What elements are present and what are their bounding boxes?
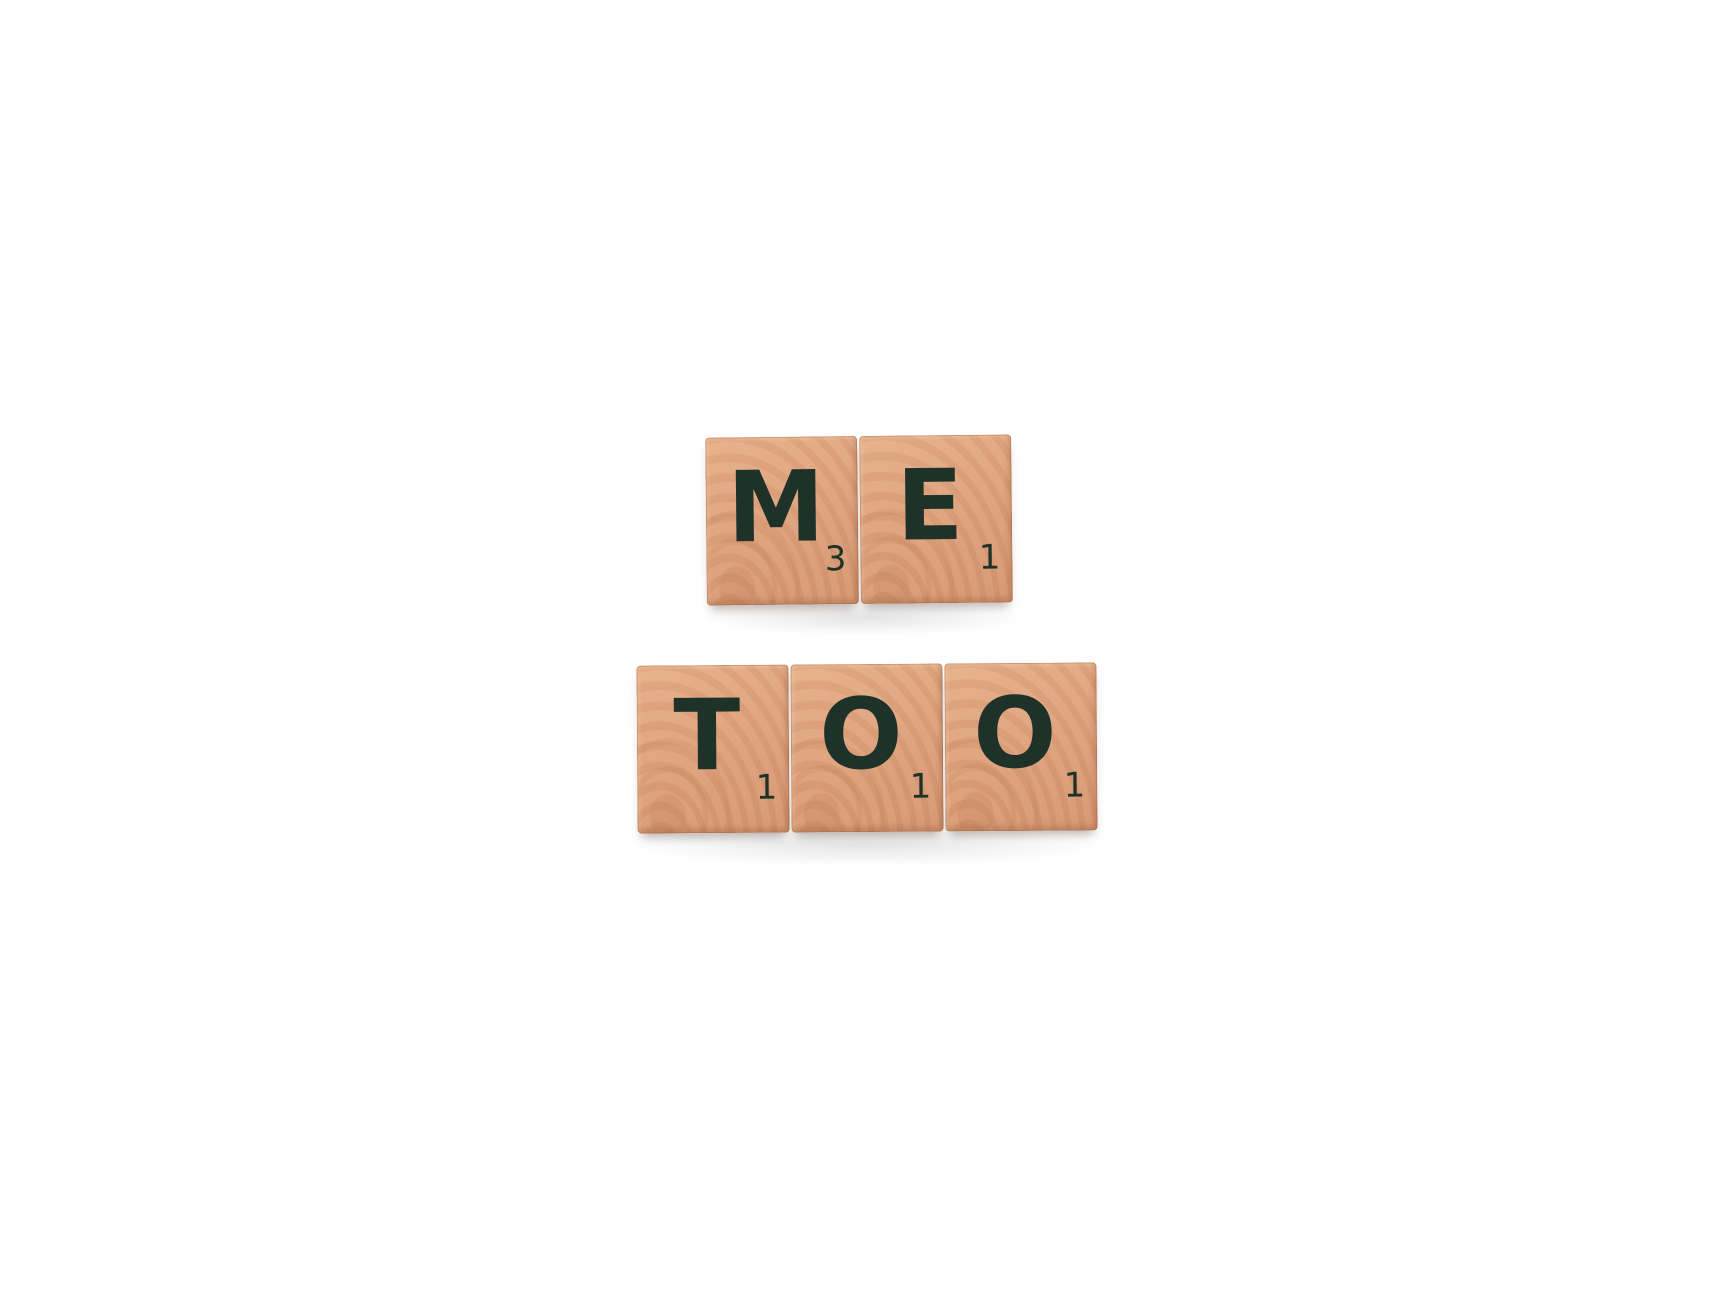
tile-letter: O <box>818 677 903 793</box>
letter-tile-e <box>859 434 1013 604</box>
tile-shadow <box>700 600 1030 636</box>
letter-tile-o <box>790 663 943 832</box>
tile-score: 3 <box>824 539 847 580</box>
tile-score: 1 <box>978 537 1001 578</box>
tile-score: 1 <box>909 766 932 807</box>
letter-tile-t <box>636 665 789 834</box>
tile-score: 1 <box>1063 765 1086 806</box>
word-me <box>705 434 1013 605</box>
tile-letter: E <box>895 448 964 564</box>
letter-tile-m <box>705 436 859 606</box>
letter-tile-o <box>944 662 1097 831</box>
tile-letter: O <box>972 676 1057 792</box>
tile-score: 1 <box>755 767 778 808</box>
tile-letter: M <box>726 450 826 566</box>
word-too <box>636 662 1097 833</box>
tile-letter: T <box>673 678 741 794</box>
